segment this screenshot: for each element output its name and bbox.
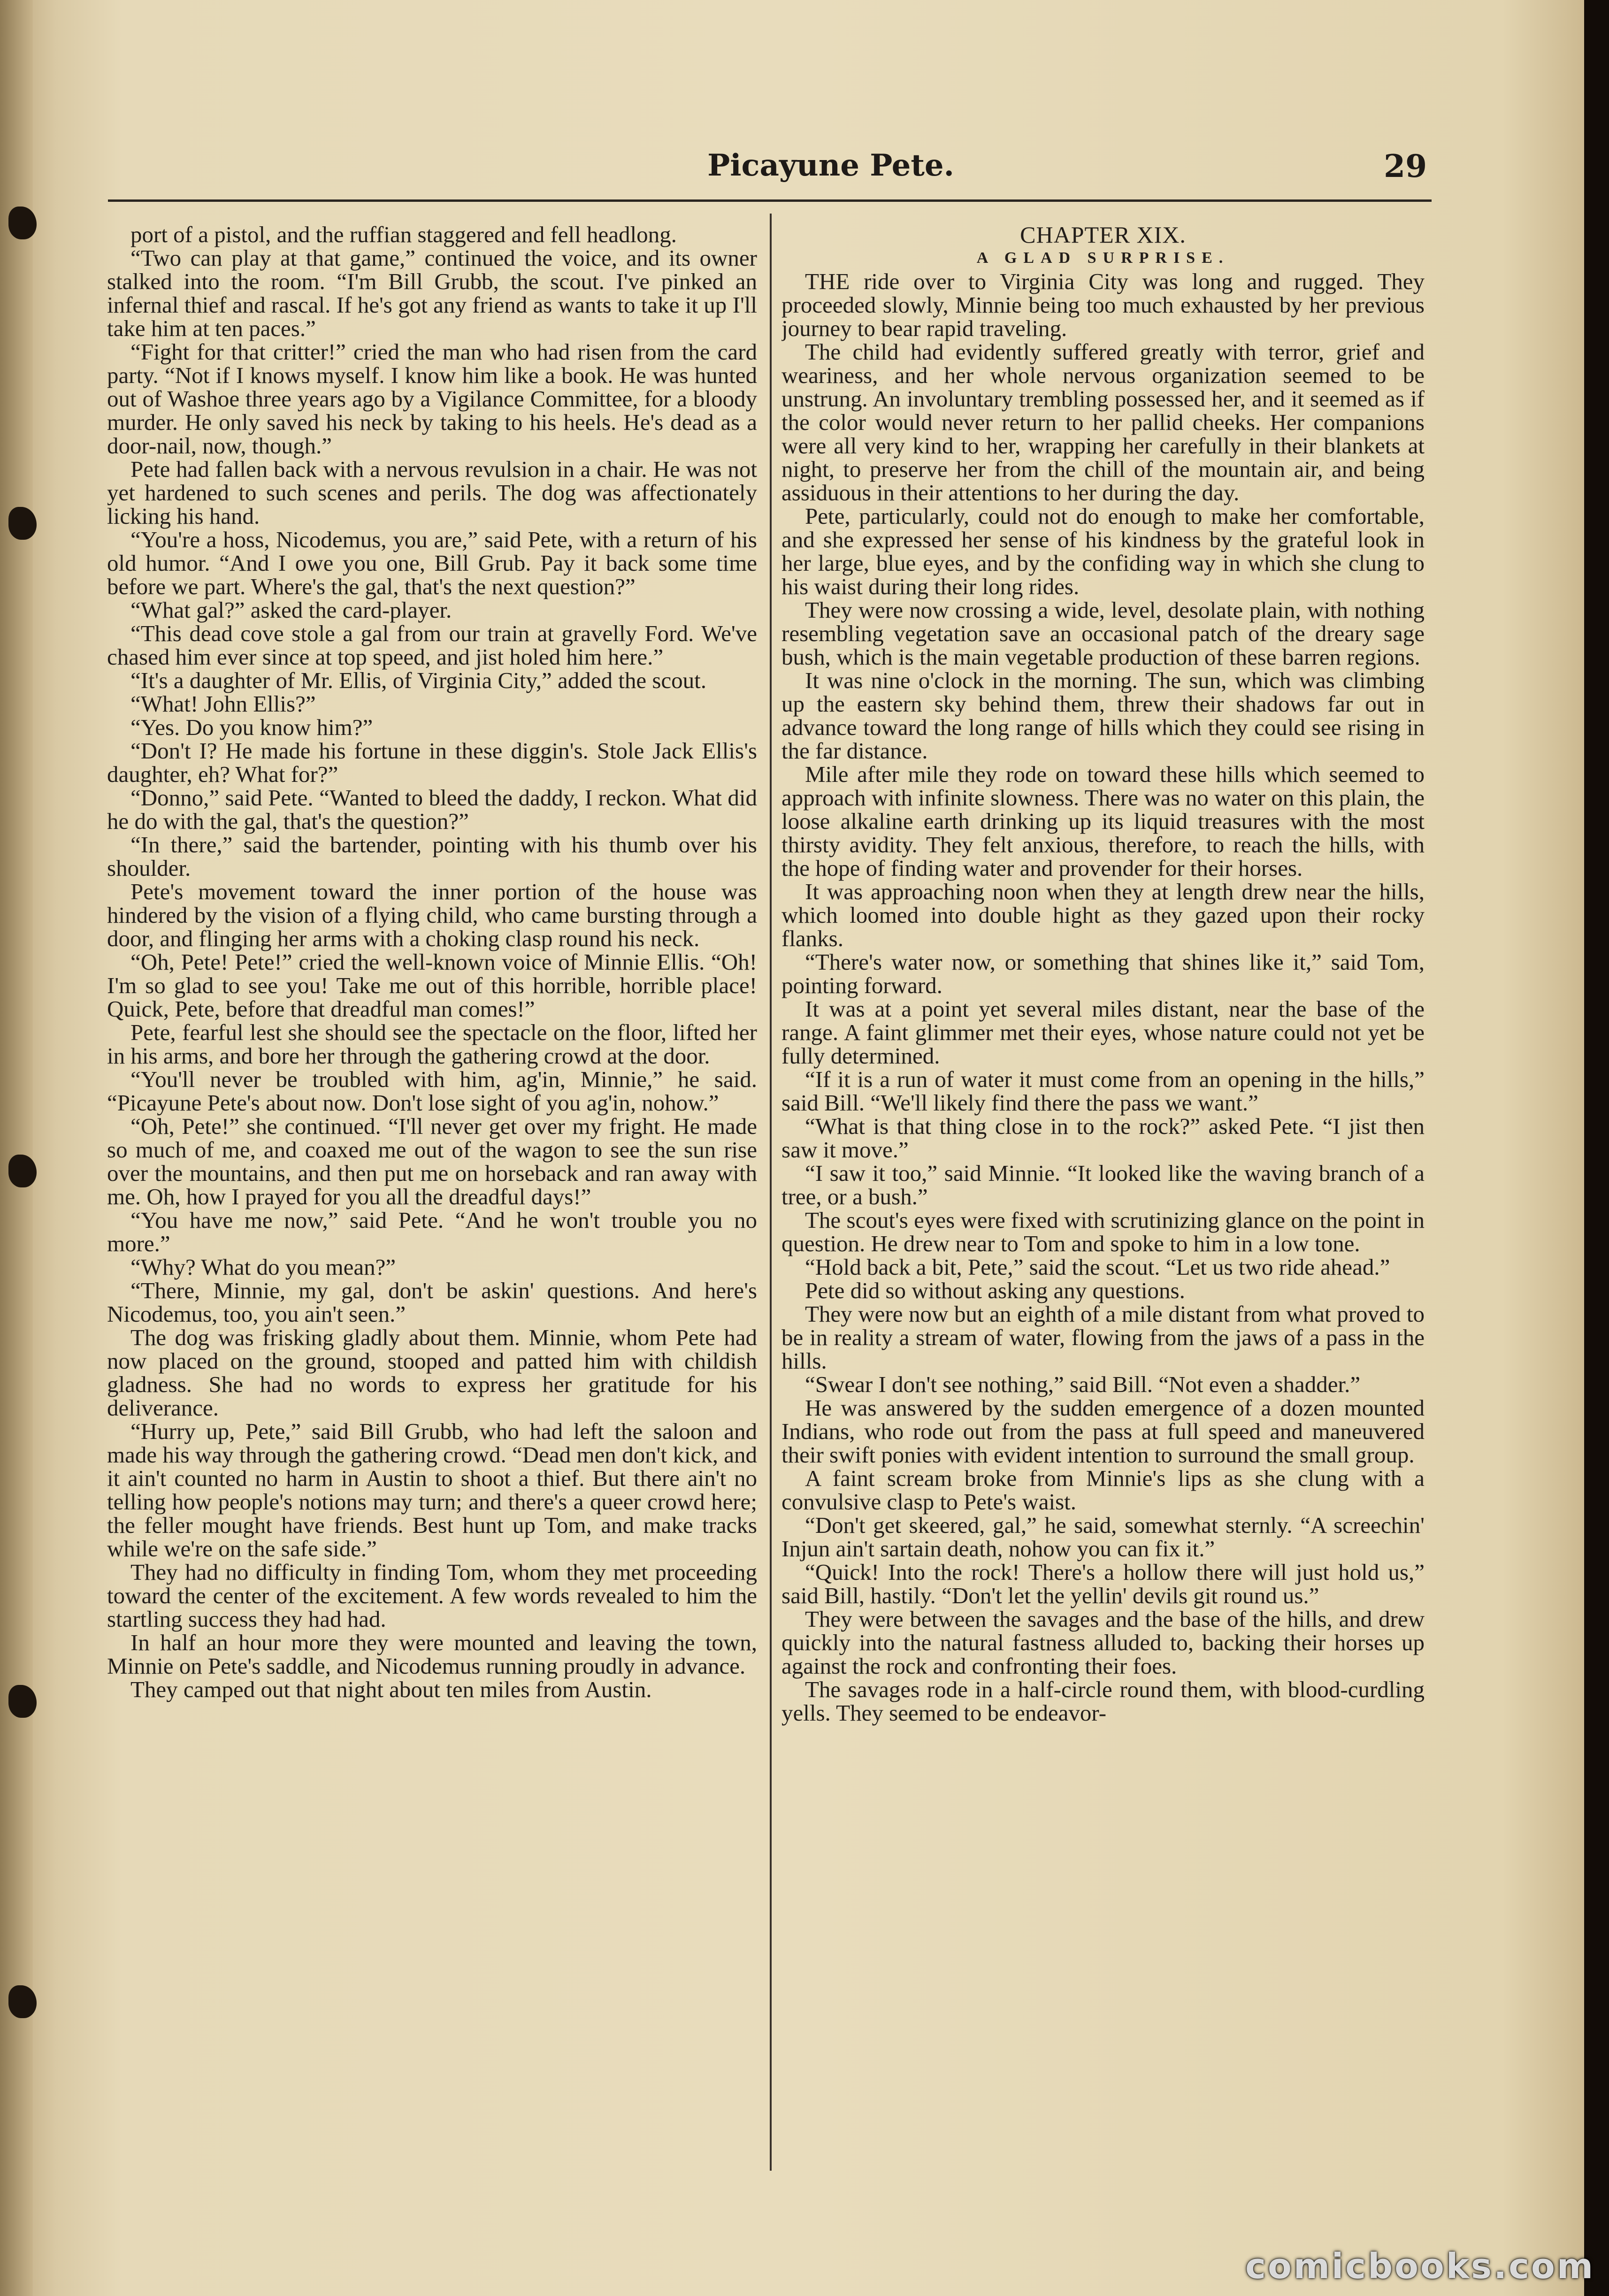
chapter-title: CHAPTER XIX. xyxy=(1020,223,1186,248)
page-header xyxy=(108,138,1432,202)
paragraph: THE ride over to Virginia City was long and rugged. They proceeded slowly, Minnie being too much exhausted by her previous journey to bear rapid traveling. xyxy=(782,268,1425,341)
paragraph: Pete's movement toward the inner portion of the house was hindered by the vision of a flying child, who came bursting through a door, and flinging her arms with a choking clasp round his neck. xyxy=(107,879,757,951)
paragraph: “You'll never be troubled with him, ag'in, Minnie,” he said. “Picayune Pete's about now. Don't lose sight of you ag'in, nohow.” xyxy=(107,1066,757,1116)
paragraph: “What is that thing close in to the rock?” asked Pete. “I jist then saw it move.” xyxy=(782,1113,1425,1163)
paragraph: “If it is a run of water it must come from an opening in the hills,” said Bill. “We'll likely find there the pass we want.” xyxy=(782,1066,1425,1116)
paragraph: It was nine o'clock in the morning. The sun, which was climbing up the eastern sky behind them, threw their shadows far out in advance toward the long range of hills which they could see rising in the far distance. xyxy=(782,667,1425,764)
paragraph: “Hurry up, Pete,” said Bill Grubb, who had left the saloon and made his way through the gathering crowd. “Dead men don't kick, and it ain't counted no harm in Austin to shoot a thief. But there ain't no telling how people's notions may turn; and there's a queer crowd here; the feller mought have friends. Best hunt up Tom, and make tracks while we're on the safe side.” xyxy=(107,1418,757,1561)
scan-edge xyxy=(1584,0,1609,2296)
paragraph: Pete, fearful lest she should see the spectacle on the floor, lifted her in his arms, and bore her through the gathering crowd at the door. xyxy=(107,1019,757,1069)
paragraph: “This dead cove stole a gal from our train at gravelly Ford. We've chased him ever since at top speed, and jist holed him here.” xyxy=(107,620,757,670)
paragraph: He was answered by the sudden emergence of a dozen mounted Indians, who rode out from the pass at full speed and maneuvered their swift ponies with evident intention to surround the small group. xyxy=(782,1395,1425,1468)
paragraph: A faint scream broke from Minnie's lips as she clung with a convulsive clasp to Pete's waist. xyxy=(782,1465,1425,1515)
paragraph: They were now but an eighth of a mile distant from what proved to be in reality a stream of water, flowing from the jaws of a pass in the hills. xyxy=(782,1301,1425,1374)
paragraph: “Donno,” said Pete. “Wanted to bleed the daddy, I reckon. What did he do with the gal, that's the question?” xyxy=(107,785,757,834)
paragraph: The scout's eyes were fixed with scrutinizing glance on the point in question. He drew near to Tom and spoke to him in a low tone. xyxy=(782,1207,1425,1256)
paragraph: The child had evidently suffered greatly with terror, grief and weariness, and her whole nervous organization seemed to be unstrung. An involuntary trembling possessed her, and it seemed as if the color would never return to her pallid cheeks. Her companions were all very kind to her, wrapping her carefully in their blankets at night, to preserve her from the chill of the mountain air, and being assiduous in their attentions to her during the day. xyxy=(782,339,1425,505)
paragraph: “Yes. Do you know him?” xyxy=(130,714,373,740)
paragraph: Mile after mile they rode on toward these hills which seemed to approach with infinite slowness. There was no water on this plain, the loose alkaline earth drinking up its liquid treasures with the most thirsty avidity. They felt anxious, therefore, to reach the hills, with the hope of finding water and provender for their horses. xyxy=(782,761,1425,881)
chapter-subtitle: A GLAD SURPRISE. xyxy=(976,249,1230,267)
paragraph: port of a pistol, and the ruffian staggered and fell headlong. xyxy=(130,223,677,247)
running-title: Picayune Pete. xyxy=(707,148,954,183)
paragraph: They were now crossing a wide, level, desolate plain, with nothing resembling vegetation save an occasional patch of the dreary sage bush, which is the main vegetable production of these barren regions. xyxy=(782,597,1425,670)
paragraph: “In there,” said the bartender, pointing with his thumb over his shoulder. xyxy=(107,832,757,881)
paragraph: “There, Minnie, my gal, don't be askin' questions. And here's Nicodemus, too, you ain't seen.” xyxy=(107,1278,757,1327)
paragraph: “What! John Ellis?” xyxy=(130,691,316,717)
left-column xyxy=(107,223,757,2171)
paragraph: “Hold back a bit, Pete,” said the scout. “Let us two ride ahead.” xyxy=(805,1254,1390,1280)
paragraph: “Oh, Pete! Pete!” cried the well-known voice of Minnie Ellis. “Oh! I'm so glad to see you! Take me out of this horrible, horrible place! Quick, Pete, before that dreadful man comes!” xyxy=(107,949,757,1022)
paragraph: “You're a hoss, Nicodemus, you are,” said Pete, with a return of his old humor. “And I owe you one, Bill Grub. Pay it back some time before we part. Where's the gal, that's the next question?” xyxy=(107,527,757,599)
paragraph: “Don't get skeered, gal,” he said, somewhat sternly. “A screechin' Injun ain't sartain death, nohow you can fix it.” xyxy=(782,1512,1425,1561)
paragraph: It was at a point yet several miles distant, near the base of the range. A faint glimmer met their eyes, whose nature could not yet be fully determined. xyxy=(782,996,1425,1069)
right-column xyxy=(782,223,1425,2171)
column-divider xyxy=(770,214,772,2171)
paragraph: The savages rode in a half-circle round them, with blood-curdling yells. They seemed to be endeavor- xyxy=(782,1676,1425,1726)
paragraph: They had no difficulty in finding Tom, whom they met proceeding toward the center of the excitement. A few words revealed to him the startling success they had had. xyxy=(107,1559,757,1632)
paragraph: Pete had fallen back with a nervous revulsion in a chair. He was not yet hardened to such scenes and perils. The dog was affectionately licking his hand. xyxy=(107,456,757,529)
page-number: 29 xyxy=(1384,148,1427,184)
paragraph: In half an hour more they were mounted and leaving the town, Minnie on Pete's saddle, and Nicodemus running proudly in advance. xyxy=(107,1630,757,1679)
paragraph: Pete, particularly, could not do enough to make her comfortable, and she expressed her sense of his kindness by the grateful look in her large, blue eyes, and by the confiding way in which she clung to his waist during their long rides. xyxy=(782,503,1425,599)
paragraph: “It's a daughter of Mr. Ellis, of Virginia City,” added the scout. xyxy=(130,667,707,693)
paragraph: Pete did so without asking any questions. xyxy=(805,1278,1185,1303)
paragraph: “Fight for that critter!” cried the man who had risen from the card party. “Not if I knows myself. I know him like a book. He was hunted out of Washoe three years ago by a Vigilance Committee, for a bloody murder. He only saved his neck by taking to his heels. He's dead as a door-nail, now, though.” xyxy=(107,339,757,459)
paragraph: They camped out that night about ten miles from Austin. xyxy=(130,1676,652,1702)
paragraph: “Oh, Pete!” she continued. “I'll never get over my fright. He made so much of me, and coaxed me out of the wagon to see the sun rise over the mountains, and then put me on horseback and ran away with me. Oh, how I prayed for you all the dreadful days!” xyxy=(107,1113,757,1209)
paragraph: “There's water now, or something that shines like it,” said Tom, pointing forward. xyxy=(782,949,1425,998)
paragraph: “I saw it too,” said Minnie. “It looked like the waving branch of a tree, or a bush.” xyxy=(782,1160,1425,1209)
paragraph: “What gal?” asked the card-player. xyxy=(130,597,452,623)
paragraph: It was approaching noon when they at length drew near the hills, which loomed into double hight as they gazed upon their rocky flanks. xyxy=(782,879,1425,951)
paragraph: “Don't I? He made his fortune in these diggin's. Stole Jack Ellis's daughter, eh? What for?” xyxy=(107,738,757,787)
paragraph: “Two can play at that game,” continued the voice, and its owner stalked into the room. “I'm Bill Grubb, the scout. I've pinked an infernal thief and rascal. If he's got any friend as wants to take it up I'll take him at ten paces.” xyxy=(107,245,757,341)
paragraph: The dog was frisking gladly about them. Minnie, whom Pete had now placed on the ground, stooped and patted him with childish gladness. She had no words to express her gratitude for his deliverance. xyxy=(107,1324,757,1421)
binding-spine xyxy=(0,0,33,2296)
paragraph: “Why? What do you mean?” xyxy=(130,1254,396,1280)
paragraph: They were between the savages and the base of the hills, and drew quickly into the natural fastness alluded to, backing their horses up against the rock and confronting their foes. xyxy=(782,1606,1425,1679)
paragraph: “You have me now,” said Pete. “And he won't trouble you no more.” xyxy=(107,1207,757,1256)
paragraph: “Swear I don't see nothing,” said Bill. “Not even a shadder.” xyxy=(805,1371,1361,1397)
watermark: comicbooks.com xyxy=(1245,2246,1595,2287)
paragraph: “Quick! Into the rock! There's a hollow there will just hold us,” said Bill, hastily. “Don't let the yellin' devils git round us.” xyxy=(782,1559,1425,1608)
